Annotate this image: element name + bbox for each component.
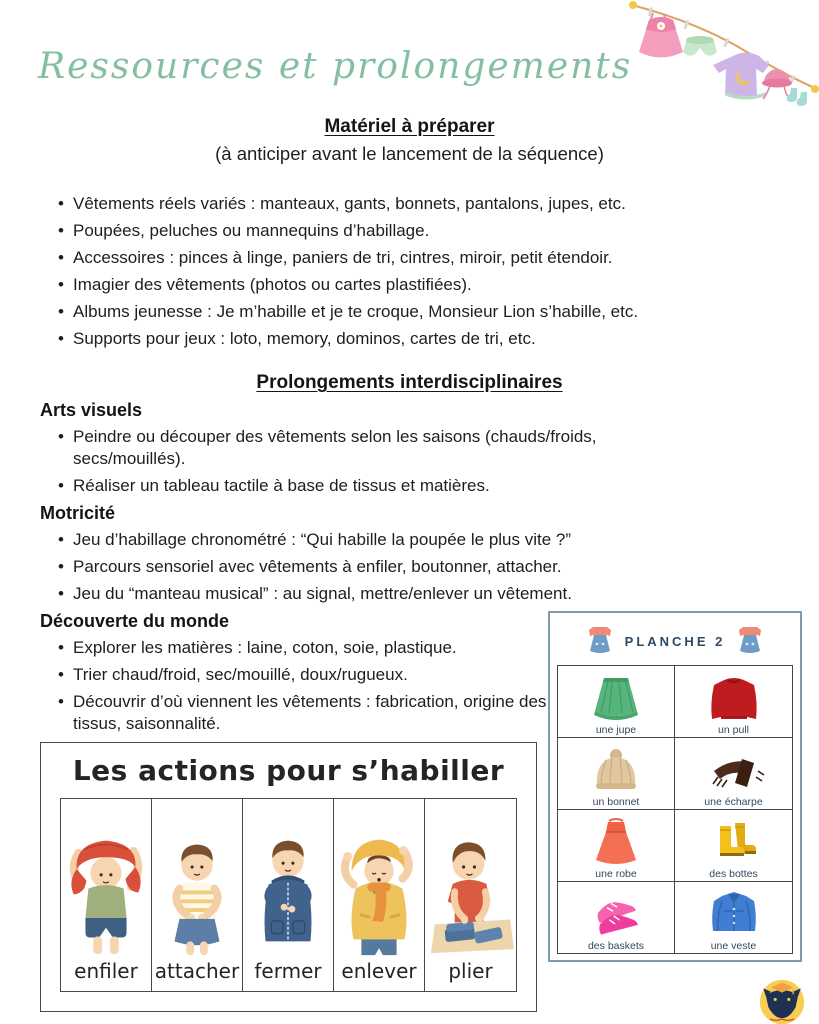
decouverte-list	[40, 637, 558, 735]
list-item: • Découvrir d’où viennent les vêtements : fabrication, origine des tissus, saisonnalité.	[58, 691, 558, 735]
list-item: • Jeu du “manteau musical” : au signal, mettre/enlever un vêtement.	[58, 583, 738, 605]
materiel-heading: Matériel à préparer	[324, 116, 495, 137]
action-label: enlever	[341, 959, 417, 983]
child-folding-clothes-icon	[425, 799, 516, 959]
section-title-motricite: Motricité	[40, 503, 116, 523]
action-label: attacher	[154, 959, 240, 983]
list-item: • Parcours sensoriel avec vêtements à enfiler, boutonner, attacher.	[58, 556, 738, 578]
planche-item-label: une écharpe	[704, 796, 763, 808]
planche-cell	[675, 882, 792, 953]
motricite-list	[40, 529, 738, 605]
child-zipping-coat-icon	[243, 799, 333, 959]
actions-title: Les actions pour s’habiller	[72, 754, 505, 787]
list-item: • Imagier des vêtements (photos ou cartes plastifiées).	[58, 274, 778, 296]
action-label: fermer	[254, 959, 322, 983]
planche-item-label: un pull	[718, 724, 749, 736]
planche-cell	[675, 666, 792, 738]
list-item: • Jeu d’habillage chronométré : “Qui habille la poupée le plus vite ?”	[58, 529, 738, 551]
planche-cell	[558, 810, 675, 882]
actions-row	[60, 798, 517, 992]
planche-cell	[558, 666, 675, 738]
list-item: • Réaliser un tableau tactile à base de tissus et matières.	[58, 475, 698, 497]
purple-tshirt-icon	[713, 53, 769, 100]
list-item: • Peindre ou découper des vêtements selon les saisons (chauds/froids, secs/mouillés).	[58, 426, 698, 470]
boots-icon	[702, 816, 766, 868]
planche-header	[557, 617, 793, 665]
planche-cell	[675, 810, 792, 882]
publisher-logo	[755, 979, 809, 1024]
planche-2-card	[548, 611, 802, 962]
list-item: • Poupées, peluches ou mannequins d’habillage.	[58, 220, 778, 242]
skirt-icon	[584, 672, 648, 724]
action-panel	[152, 799, 243, 991]
materiel-list	[40, 193, 778, 350]
list-item: • Trier chaud/froid, sec/mouillé, doux/rugueux.	[58, 664, 558, 686]
planche-title: PLANCHE 2	[624, 633, 726, 649]
planche-item-label: des bottes	[709, 868, 758, 880]
section-title-arts-visuels: Arts visuels	[40, 400, 143, 420]
planche-item-label: une jupe	[595, 724, 637, 736]
actions-card	[40, 742, 537, 1012]
list-item: • Accessoires : pinces à linge, paniers de tri, cintres, miroir, petit étendoir.	[58, 247, 778, 269]
action-panel	[425, 799, 516, 991]
planche-cell	[558, 738, 675, 810]
planche-cell	[558, 882, 675, 953]
materiel-subtitle: (à anticiper avant le lancement de la séquence)	[215, 143, 604, 164]
child-removing-raincoat-icon	[334, 799, 424, 959]
child-pulling-sweater-over-head-icon	[61, 799, 151, 959]
fox-with-graduation-cap-logo-icon	[755, 979, 809, 1024]
outfit-icon	[737, 625, 763, 657]
beanie-icon	[584, 744, 648, 796]
outfit-icon	[587, 625, 613, 657]
sneakers-icon	[584, 888, 648, 940]
page-title: Ressources et prolongements	[38, 46, 633, 87]
child-fastening-waistband-icon	[152, 799, 242, 959]
planche-cell	[675, 738, 792, 810]
dress-icon	[584, 816, 648, 868]
list-item: • Albums jeunesse : Je m’habille et je te croque, Monsieur Lion s’habille, etc.	[58, 301, 778, 323]
sweater-icon	[702, 672, 766, 724]
action-label: plier	[448, 959, 493, 983]
action-label: enfiler	[74, 959, 138, 983]
action-panel	[334, 799, 425, 991]
planche-item-label: une veste	[710, 940, 757, 952]
action-panel	[61, 799, 152, 991]
list-item: • Supports pour jeux : loto, memory, dominos, cartes de tri, etc.	[58, 328, 778, 350]
clothesline-decoration-icon	[629, 0, 819, 112]
prolongements-heading: Prolongements interdisciplinaires	[256, 372, 563, 393]
pink-hat-icon	[762, 69, 792, 99]
action-panel	[243, 799, 334, 991]
arts-visuels-list	[40, 426, 698, 497]
socks-icon	[787, 88, 807, 106]
jacket-icon	[702, 888, 766, 940]
planche-item-label: une robe	[595, 868, 637, 880]
list-item: • Explorer les matières : laine, coton, soie, plastique.	[58, 637, 558, 659]
bloomers-icon	[683, 36, 717, 56]
scarf-icon	[702, 744, 766, 796]
planche-grid	[557, 665, 793, 954]
list-item: • Vêtements réels variés : manteaux, gants, bonnets, pantalons, jupes, etc.	[58, 193, 778, 215]
planche-item-label: un bonnet	[592, 796, 640, 808]
planche-item-label: des baskets	[587, 940, 645, 952]
section-title-decouverte-du-monde: Découverte du monde	[40, 611, 230, 631]
